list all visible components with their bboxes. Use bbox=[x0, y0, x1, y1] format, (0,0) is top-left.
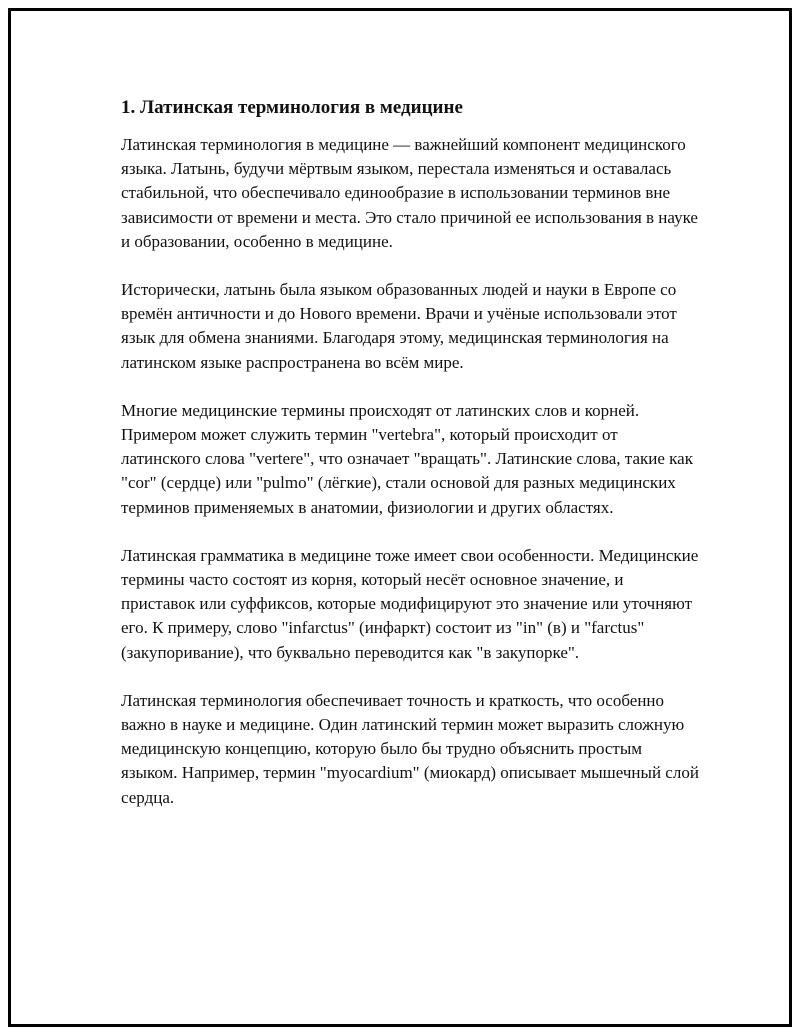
paragraph-1: Латинская терминология в медицине — важнейший компонент медицинского языка. Латынь, будучи мёртвым языком, перестала изменяться и оставалась стабильной, что обеспечивало единообразие в использовании терминов вне зависимости от времени и места. Это стало причиной ее использования в науке и образовании, особенно в медицине. bbox=[121, 135, 698, 251]
paragraph-2: Исторически, латынь была языком образованных людей и науки в Европе со времён античности и до Нового времени. Врачи и учёные использовали этот язык для обмена знаниями. Благодаря этому, медицинская терминология на латинском языке распространена во всём мире. bbox=[121, 280, 677, 372]
paragraph-4: Латинская грамматика в медицине тоже имеет свои особенности. Медицинские термины часто состоят из корня, который несёт основное значение, и приставок или суффиксов, которые модифицируют это значение или уточняют его. К примеру, слово "infarctus" (инфаркт) состоит из "in" (в) и "farctus" (закупоривание), что буквально переводится как "в закупорке". bbox=[121, 545, 699, 662]
paragraph-5: Латинская терминология обеспечивает точность и краткость, что особенно важно в науке и медицине. Один латинский термин может выразить сложную медицинскую концепцию, которую было бы трудно объяснить простым языком. Например, термин "myocardium" (миокард) описывает мышечный слой сердца. bbox=[121, 690, 699, 807]
paragraph-3: Многие медицинские термины происходят от латинских слов и корней. Примером может служить термин "vertebra", который происходит от латинского слова "vertere", что означает "вращать". Латинские слова, такие как "cor" (сердце) или "pulmo" (лёгкие), стали основой для разных медицинских терминов применяемых в анатомии, физиологии и других областях. bbox=[121, 400, 693, 517]
document-page bbox=[8, 8, 792, 1027]
document-content bbox=[121, 95, 701, 834]
section-title: 1. Латинская терминология в медицине bbox=[121, 97, 463, 118]
